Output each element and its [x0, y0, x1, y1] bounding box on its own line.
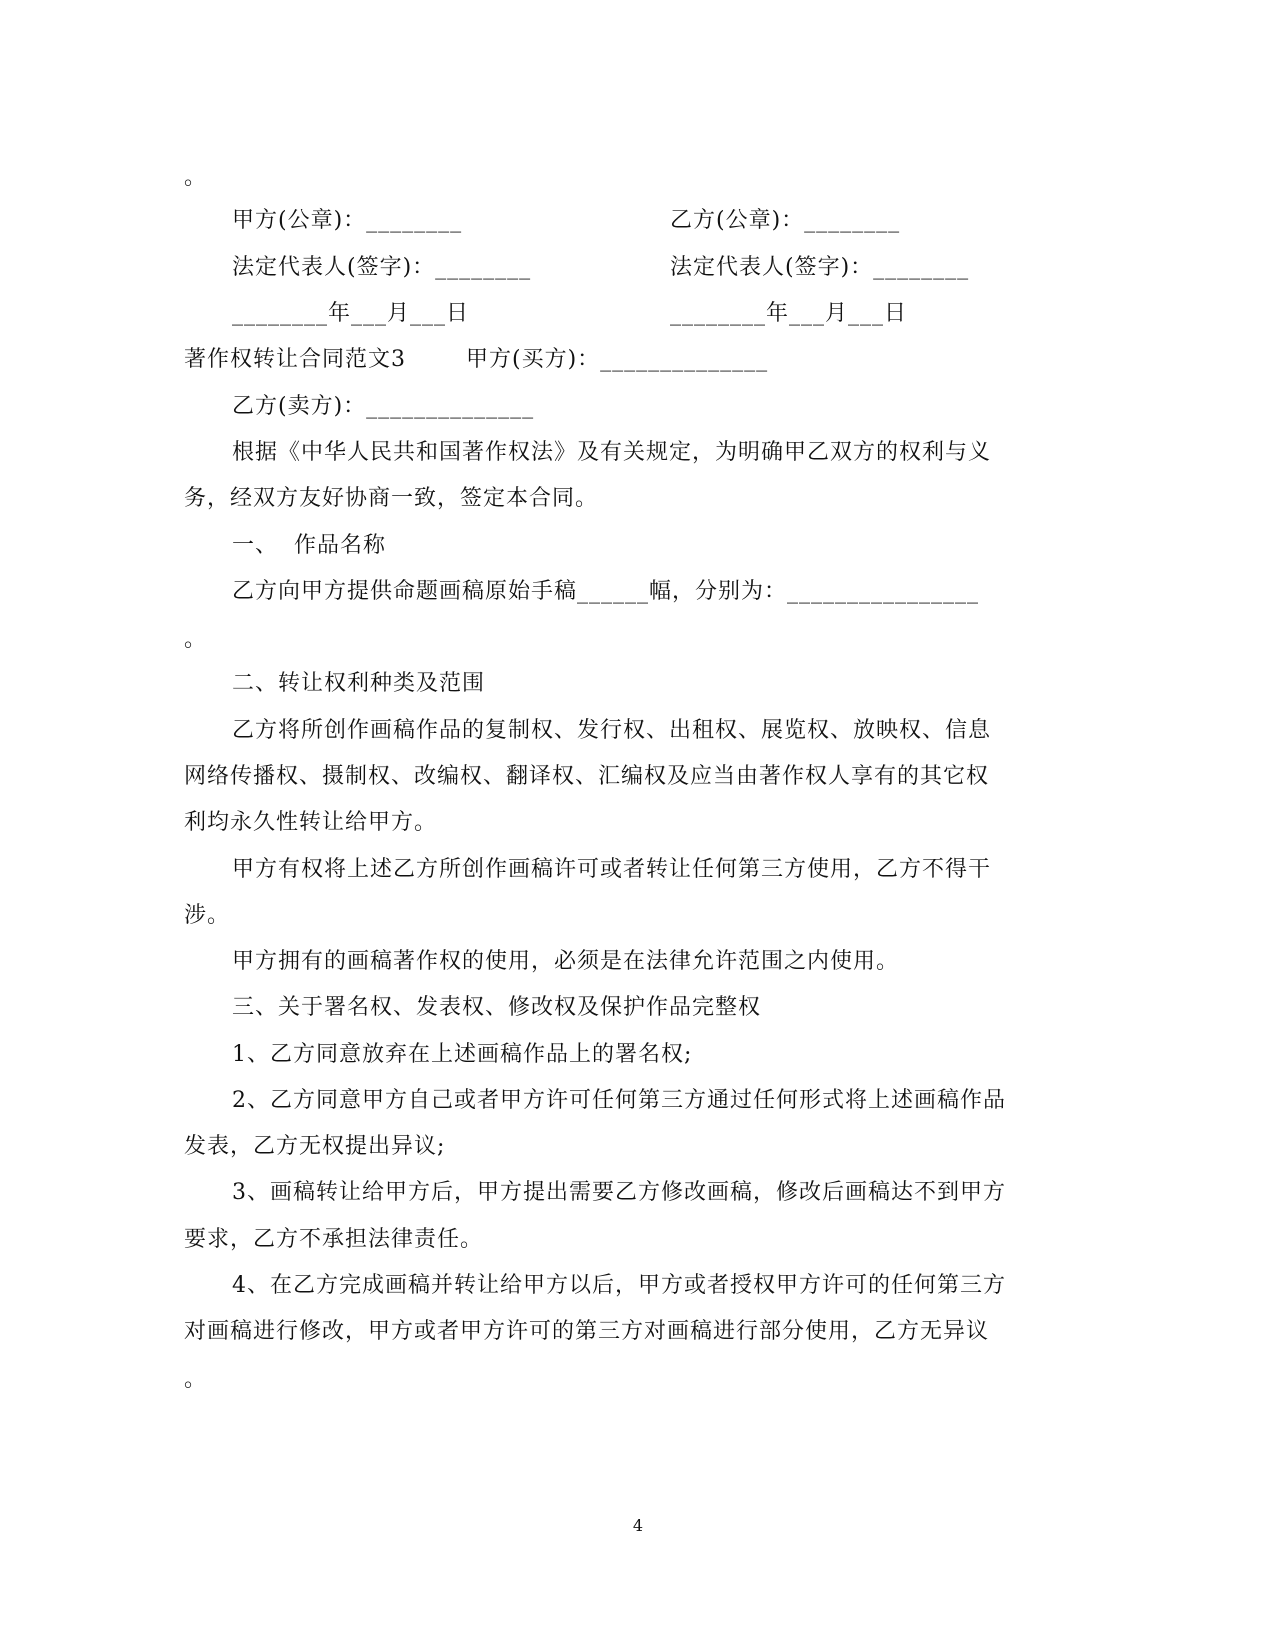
- text-line: 务，经双方友好协商一致，签定本合同。: [184, 486, 599, 511]
- heading-line: 三、关于署名权、发表权、修改权及保护作品完整权: [232, 995, 762, 1020]
- party-b-representative-line: 法定代表人(签字)：________: [670, 255, 970, 280]
- text-line: 涉。: [184, 903, 231, 928]
- text-line: 要求，乙方不承担法律责任。: [184, 1227, 484, 1252]
- text-line: 乙方向甲方提供命题画稿原始手稿______幅，分别为：________________: [232, 579, 980, 604]
- text-line: 乙方将所创作画稿作品的复制权、发行权、出租权、展览权、放映权、信息: [232, 718, 992, 743]
- buyer-line: 甲方(买方)：______________: [466, 347, 769, 372]
- text-line: 发表，乙方无权提出异议;: [184, 1134, 446, 1159]
- party-a-representative-line: 法定代表人(签字)：________: [232, 255, 532, 280]
- text-line: 4、在乙方完成画稿并转让给甲方以后，甲方或者授权甲方许可的任何第三方: [232, 1273, 1006, 1298]
- heading-line: 一、 作品名称: [232, 533, 386, 558]
- text-line: 对画稿进行修改，甲方或者甲方许可的第三方对画稿进行部分使用，乙方无异议: [184, 1319, 990, 1344]
- party-b-date-line: ________年___月___日: [670, 301, 908, 326]
- text-line: 。: [184, 1367, 208, 1392]
- text-line: 。: [184, 165, 208, 190]
- text-line: 。: [184, 627, 208, 652]
- text-line: 3、画稿转让给甲方后，甲方提出需要乙方修改画稿，修改后画稿达不到甲方: [232, 1180, 1006, 1205]
- party-a-seal-line: 甲方(公章)：________: [232, 208, 463, 233]
- text-line: 网络传播权、摄制权、改编权、翻译权、汇编权及应当由著作权人享有的其它权: [184, 764, 990, 789]
- text-line: 甲方有权将上述乙方所创作画稿许可或者转让任何第三方使用，乙方不得干: [232, 857, 992, 882]
- seller-line: 乙方(卖方)：______________: [232, 394, 535, 419]
- text-line: 1、乙方同意放弃在上述画稿作品上的署名权;: [232, 1042, 693, 1067]
- page-number: 4: [632, 1516, 644, 1535]
- text-line: 甲方拥有的画稿著作权的使用，必须是在法律允许范围之内使用。: [232, 949, 900, 974]
- party-a-date-line: ________年___月___日: [232, 301, 470, 326]
- text-line: 根据《中华人民共和国著作权法》及有关规定，为明确甲乙双方的权利与义: [232, 440, 992, 465]
- section-title: 著作权转让合同范文3: [184, 347, 406, 372]
- heading-line: 二、转让权利种类及范围: [232, 671, 486, 696]
- text-line: 利均永久性转让给甲方。: [184, 810, 438, 835]
- text-line: 2、乙方同意甲方自己或者甲方许可任何第三方通过任何形式将上述画稿作品: [232, 1088, 1006, 1113]
- party-b-seal-line: 乙方(公章)：________: [670, 208, 901, 233]
